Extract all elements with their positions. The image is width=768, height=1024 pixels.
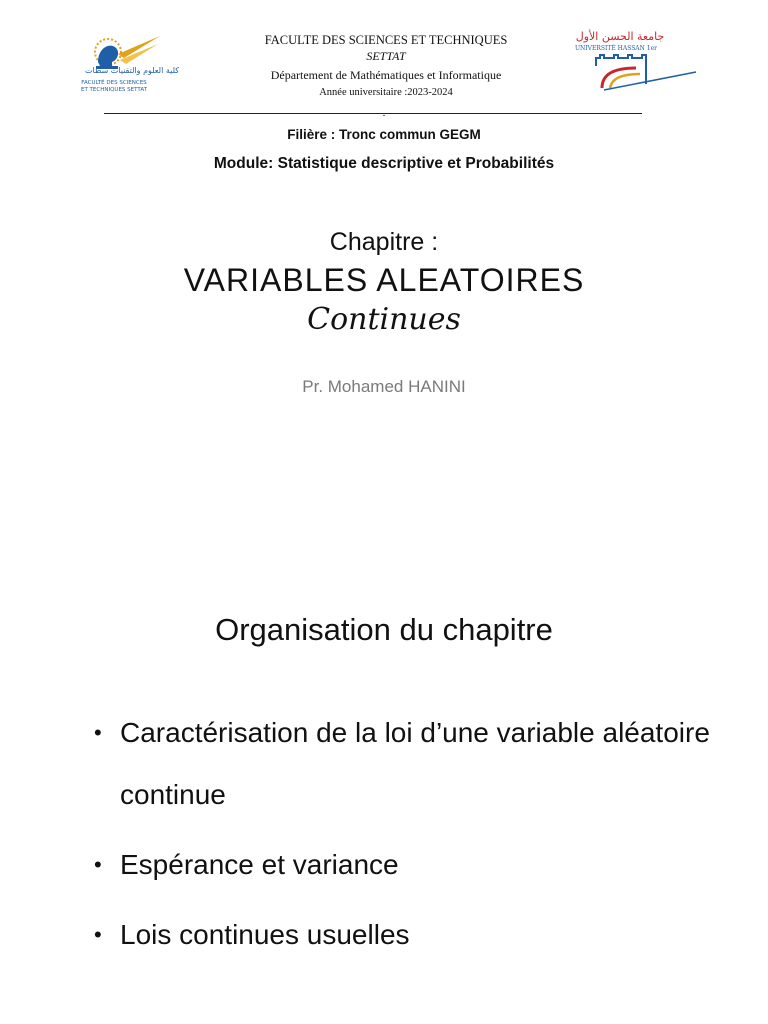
header-separator-dash: - [382, 110, 386, 120]
left-logo-line2: ET TECHNIQUES SETTAT [80, 87, 148, 93]
module-line: Module: Statistique descriptive et Probabilités [213, 155, 555, 172]
left-logo-line1: FACULTÉ DES SCIENCES [81, 80, 147, 86]
organisation-title: Organisation du chapitre [215, 612, 553, 647]
bullet-icon: • [94, 852, 102, 877]
chapter-title: VARIABLES ALEATOIRES [183, 262, 585, 298]
header-institution [230, 33, 542, 100]
universite-hassan-1er-logo [556, 28, 706, 92]
list-item [94, 904, 734, 966]
author-name: Pr. Mohamed HANINI [302, 377, 466, 396]
bullet-icon: • [94, 922, 102, 947]
fst-settat-logo [74, 32, 180, 94]
organisation-list [94, 702, 734, 974]
chapter-subtitle: Continues [307, 302, 461, 337]
list-item [94, 702, 734, 826]
academic-year: Année universitaire :2023-2024 [319, 87, 453, 98]
city-name: SETTAT [366, 49, 406, 63]
chapter-label: Chapitre : [329, 228, 439, 256]
list-item-text: Espérance et variance [120, 849, 399, 880]
list-item [94, 834, 734, 896]
right-logo-latin: UNIVERSITÉ HASSAN 1er [574, 45, 658, 52]
list-item-text: Caractérisation de la loi d’une variable aléatoire continue [120, 717, 710, 810]
list-item-text: Lois continues usuelles [120, 919, 410, 950]
bullet-icon: • [94, 720, 102, 745]
department-name: Département de Mathématiques et Informatique [270, 68, 502, 82]
right-logo-arabic: جامعة الحسن الأول [575, 30, 665, 43]
filiere-line: Filière : Tronc commun GEGM [287, 127, 481, 142]
organisation-slide [0, 560, 768, 1024]
header-rule [104, 113, 642, 114]
faculty-name: FACULTE DES SCIENCES ET TECHNIQUES [264, 33, 508, 47]
left-logo-arabic: كلية العلوم والتقنيات سطات [84, 66, 180, 75]
